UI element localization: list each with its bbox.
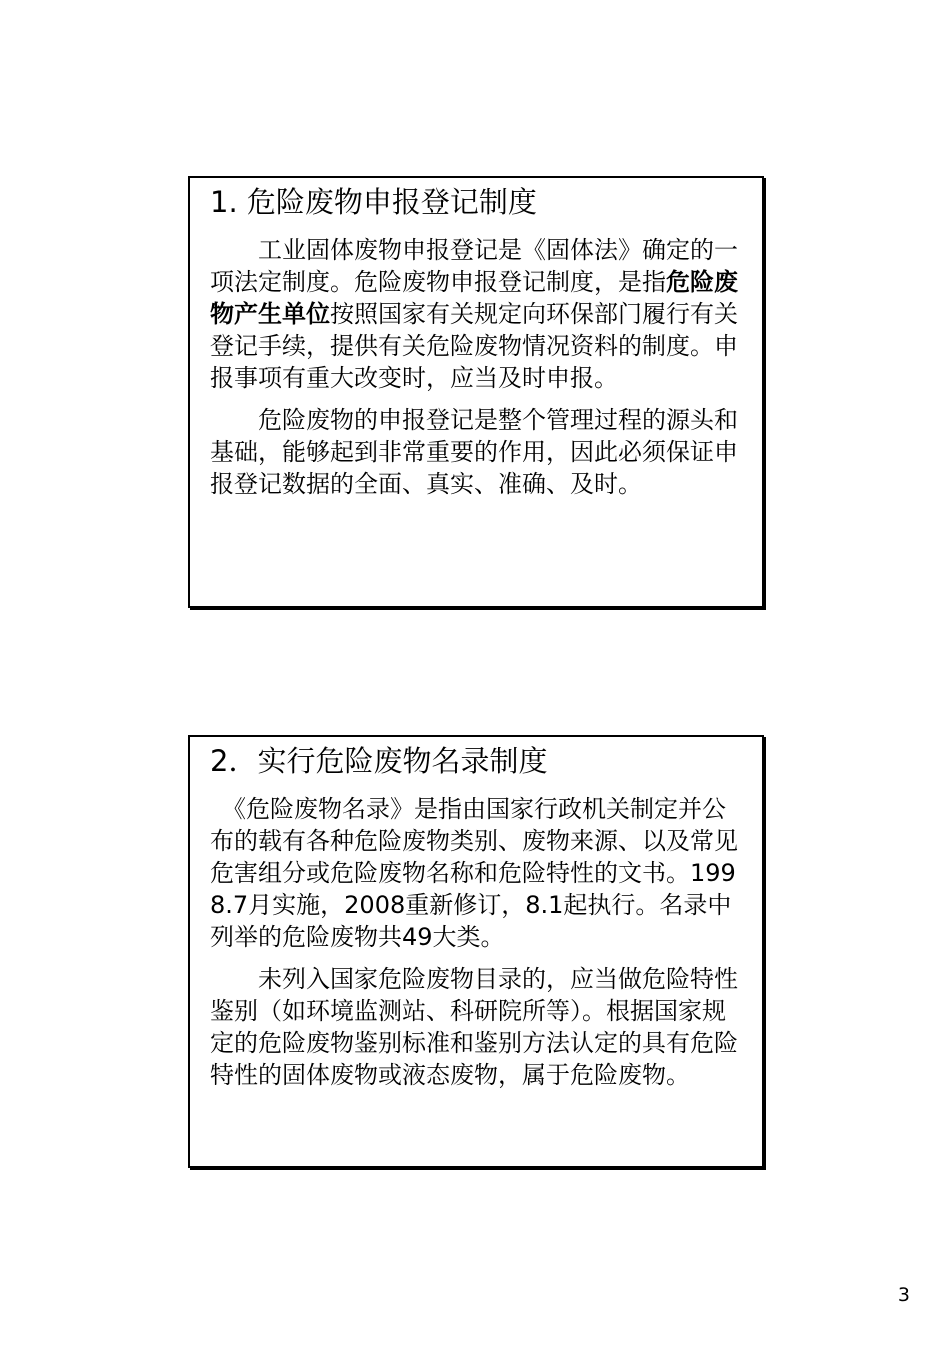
- paragraph: 危险废物的申报登记是整个管理过程的源头和基础，能够起到非常重要的作用，因此必须保证申报登记数据的全面、真实、准确、及时。: [210, 406, 738, 498]
- slide-title: 1. 危险废物申报登记制度: [210, 185, 537, 219]
- paragraph: 未列入国家危险废物目录的，应当做危险特性鉴别（如环境监测站、科研院所等）。根据国家规定的危险废物鉴别标准和鉴别方法认定的具有危险特性的固体废物或液态废物，属于危险废物。: [210, 965, 738, 1089]
- paragraph-indent: [210, 236, 258, 264]
- slide-panel-1: [188, 176, 764, 608]
- paragraph-text: 按照国家有关规定向环保部门履行有关登记手续，提供有关危险废物情况资料的制度。申报事项有重大改变时，应当及时申报。: [210, 300, 738, 392]
- slide-title: 2．实行危险废物名录制度: [210, 744, 548, 778]
- paragraph: [210, 234, 744, 394]
- paragraph-text: 工业固体废物申报登记是《固体法》确定的一项法定制度。危险废物申报登记制度，是指: [210, 236, 738, 296]
- paragraph: 《危险废物名录》是指由国家行政机关制定并公布的载有各种危险废物类别、废物来源、以及常见危害组分或危险废物名称和危险特性的文书。1998.7月实施，2008重新修订，8.1起执行。名录中列举的危险废物共49大类。: [210, 795, 738, 951]
- emphasized-term: 危险废物产生单位: [210, 268, 738, 328]
- slide-panel-2: [188, 735, 764, 1168]
- page-number: 3: [897, 1284, 910, 1306]
